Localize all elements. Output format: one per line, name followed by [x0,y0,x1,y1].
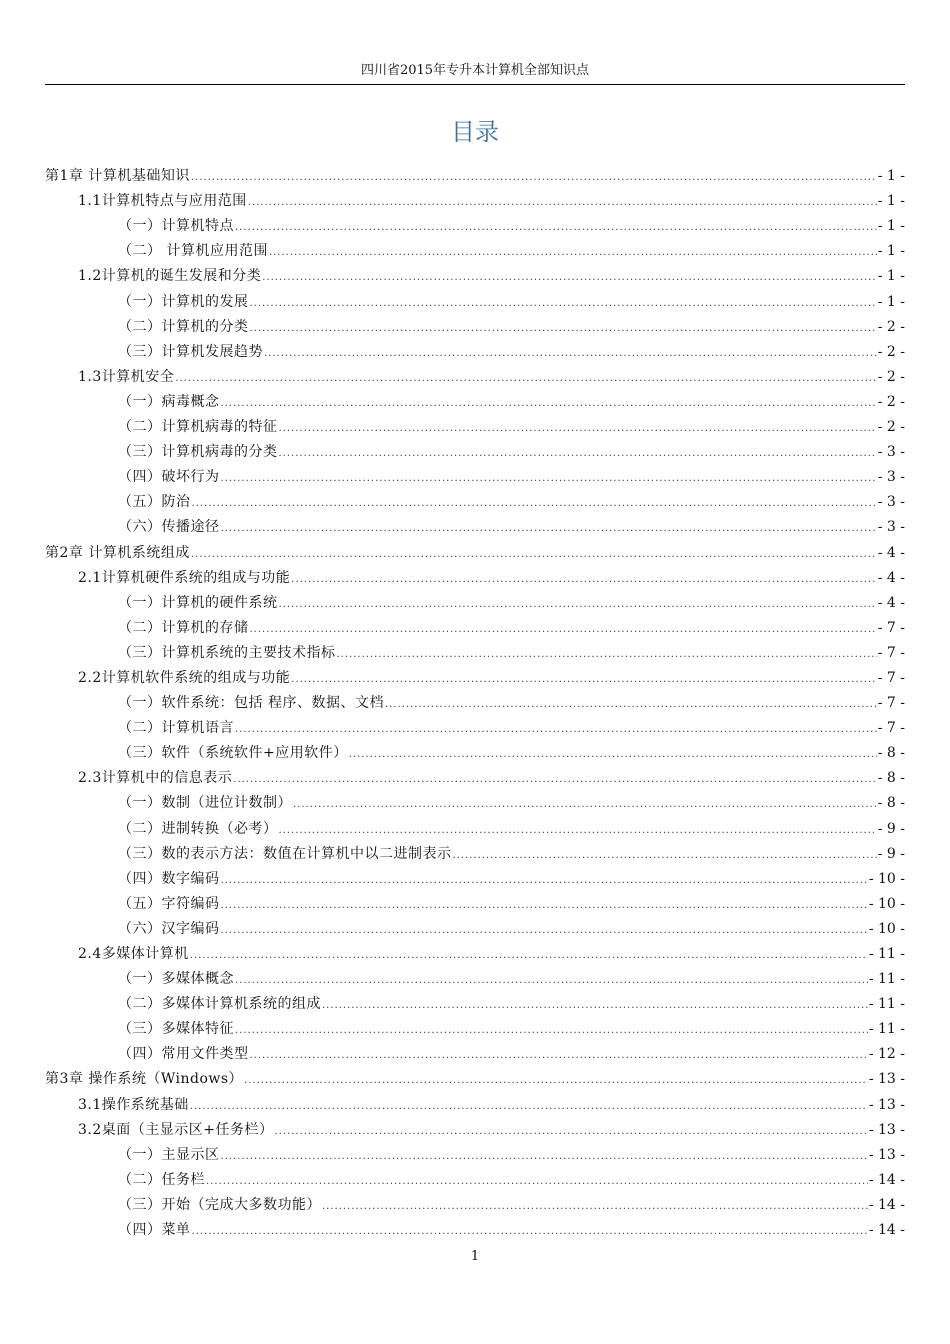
toc-entry-page: - 4 - [877,569,905,586]
toc-entry-label: （一）病毒概念 [118,393,220,410]
toc-entry[interactable] [45,963,905,988]
toc-entry-label: （五）字符编码 [118,895,220,912]
toc-entry-label: （二）进制转换（必考） [118,820,278,837]
toc-entry-page: - 11 - [868,946,905,962]
toc-entry-page: - 11 - [868,971,905,988]
toc-entry-page: - 9 - [877,845,905,862]
toc-leader-dots [250,322,877,336]
toc-entry[interactable] [45,1214,905,1239]
toc-entry-label: 第1章 计算机基础知识 [45,168,190,185]
toc-entry-page: - 1 - [877,293,905,310]
toc-entry-page: - 13 - [868,1096,905,1113]
toc-entry[interactable] [45,160,905,185]
toc-entry-label: 1.2计算机的诞生发展和分类 [78,268,262,285]
toc-entry-label: （三）多媒体特征 [118,1021,234,1038]
toc-entry-label: （三）计算机病毒的分类 [118,444,278,461]
toc-entry-label: （一）数制（进位计数制） [118,795,292,812]
toc-entry-page: - 3 - [877,519,905,536]
toc-leader-dots [269,246,877,260]
toc-entry-label: （一）主显示区 [118,1146,220,1163]
toc-leader-dots [291,573,876,587]
toc-entry-page: - 1 - [877,193,905,210]
toc-leader-dots [322,1200,868,1214]
toc-entry[interactable] [45,1189,905,1214]
toc-entry-label: （四）常用文件类型 [118,1046,249,1063]
toc-entry-label: 第2章 计算机系统组成 [45,544,190,561]
toc-entry-label: 3.2桌面（主显示区+任务栏） [78,1121,274,1138]
toc-entry-label: （二）任务栏 [118,1171,205,1188]
toc-leader-dots [233,773,876,787]
toc-entry[interactable] [45,1088,905,1113]
toc-entry-page: - 12 - [868,1046,905,1063]
toc-entry-label: （一）软件系统：包括 程序、数据、文档 [118,695,384,712]
toc-entry-page: - 2 - [877,343,905,360]
toc-entry-label: 1.1计算机特点与应用范围 [78,193,247,210]
toc-entry-page: - 8 - [877,770,905,787]
toc-leader-dots [221,1150,868,1164]
toc-entry[interactable] [45,913,905,938]
toc-entry[interactable] [45,637,905,662]
toc-leader-dots [206,1175,868,1189]
toc-leader-dots [279,824,877,838]
toc-entry[interactable] [45,285,905,310]
table-of-contents [45,160,905,1239]
toc-leader-dots [337,648,877,662]
toc-entry-page: - 3 - [877,444,905,461]
toc-entry[interactable] [45,311,905,336]
toc-entry[interactable] [45,812,905,837]
toc-entry[interactable] [45,386,905,411]
toc-leader-dots [190,949,868,963]
toc-leader-dots [190,1100,868,1114]
toc-entry-page: - 10 - [868,920,905,937]
toc-entry-page: - 13 - [868,1121,905,1138]
toc-entry-label: （一）计算机特点 [118,218,234,235]
toc-entry-label: （四）破坏行为 [118,469,220,486]
toc-entry-label: （二）计算机的存储 [118,619,249,636]
toc-entry[interactable] [45,938,905,963]
toc-entry[interactable] [45,762,905,787]
toc-leader-dots [264,347,877,361]
toc-entry-label: （二）多媒体计算机系统的组成 [118,996,321,1013]
toc-leader-dots [322,999,868,1013]
toc-entry[interactable] [45,712,905,737]
toc-entry-label: 2.2计算机软件系统的组成与功能 [78,669,291,686]
toc-entry[interactable] [45,888,905,913]
toc-entry-page: - 3 - [877,469,905,486]
toc-leader-dots [235,221,877,235]
toc-entry-page: - 7 - [877,695,905,712]
toc-entry-label: （二）计算机语言 [118,720,234,737]
toc-leader-dots [221,874,868,888]
toc-entry-page: - 14 - [868,1222,905,1239]
toc-entry[interactable] [45,361,905,386]
toc-entry-label: （二） 计算机应用范围 [118,243,268,260]
toc-entry-page: - 2 - [877,368,905,385]
toc-leader-dots [221,899,868,913]
toc-entry-page: - 8 - [877,745,905,762]
toc-leader-dots [221,472,877,486]
toc-entry-page: - 7 - [877,669,905,686]
toc-entry[interactable] [45,1114,905,1139]
toc-leader-dots [221,397,877,411]
toc-entry[interactable] [45,1139,905,1164]
toc-entry-label: （三）数的表示方法：数值在计算机中以二进制表示 [118,845,452,862]
toc-entry-label: （三）软件（系统软件+应用软件） [118,745,348,762]
toc-leader-dots [293,798,877,812]
toc-leader-dots [262,271,876,285]
toc-entry-label: （六）传播途径 [118,519,220,536]
toc-entry-label: （四）数字编码 [118,870,220,887]
toc-leader-dots [175,372,876,386]
toc-entry-page: - 10 - [868,895,905,912]
toc-entry-page: - 11 - [868,1021,905,1038]
toc-entry-label: 2.4多媒体计算机 [78,946,189,962]
toc-entry[interactable] [45,1013,905,1038]
toc-entry-page: - 4 - [877,594,905,611]
toc-leader-dots [235,1024,868,1038]
toc-leader-dots [279,422,877,436]
toc-entry[interactable] [45,687,905,712]
toc-entry-label: （四）菜单 [118,1222,191,1239]
toc-entry-page: - 2 - [877,318,905,335]
toc-leader-dots [349,748,877,762]
toc-leader-dots [250,1049,868,1063]
toc-leader-dots [453,849,877,863]
toc-entry-label: （三）计算机系统的主要技术指标 [118,644,336,661]
toc-leader-dots [250,297,877,311]
toc-entry-label: （一）计算机的发展 [118,293,249,310]
toc-entry[interactable] [45,1164,905,1189]
toc-entry-page: - 2 - [877,393,905,410]
toc-leader-dots [291,673,876,687]
toc-entry[interactable] [45,461,905,486]
toc-entry-page: - 1 - [877,168,905,185]
toc-leader-dots [385,698,877,712]
toc-entry[interactable] [45,486,905,511]
toc-entry-page: - 1 - [877,268,905,285]
page-header: 四川省2015年专升本计算机全部知识点 [45,62,905,85]
page-number: 1 [470,1249,480,1264]
toc-entry-label: 2.3计算机中的信息表示 [78,770,233,787]
toc-leader-dots [235,974,868,988]
toc-entry-page: - 11 - [868,996,905,1013]
toc-entry-label: （三）开始（完成大多数功能） [118,1196,321,1213]
toc-entry-page: - 10 - [868,870,905,887]
toc-entry[interactable] [45,863,905,888]
toc-entry[interactable] [45,562,905,587]
toc-leader-dots [191,171,877,185]
toc-entry[interactable] [45,511,905,536]
toc-entry[interactable] [45,235,905,260]
toc-entry-page: - 7 - [877,619,905,636]
toc-entry-page: - 9 - [877,820,905,837]
toc-leader-dots [221,522,877,536]
toc-leader-dots [192,497,877,511]
toc-leader-dots [221,924,868,938]
toc-entry-label: （六）汉字编码 [118,920,220,937]
toc-entry-label: 1.3计算机安全 [78,368,175,385]
toc-entry[interactable] [45,587,905,612]
toc-entry-page: - 8 - [877,795,905,812]
toc-entry[interactable] [45,737,905,762]
toc-entry[interactable] [45,536,905,561]
toc-entry[interactable] [45,1038,905,1063]
toc-entry[interactable] [45,336,905,361]
toc-entry-page: - 13 - [868,1071,905,1088]
toc-entry[interactable] [45,436,905,461]
toc-leader-dots [192,1225,868,1239]
toc-leader-dots [279,598,877,612]
toc-leader-dots [191,548,877,562]
toc-entry-label: （三）计算机发展趋势 [118,343,263,360]
toc-leader-dots [279,447,877,461]
toc-entry[interactable] [45,185,905,210]
toc-entry[interactable] [45,988,905,1013]
toc-entry[interactable] [45,260,905,285]
toc-entry-label: （二）计算机的分类 [118,318,249,335]
toc-leader-dots [250,623,877,637]
toc-entry[interactable] [45,662,905,687]
toc-entry-label: （二）计算机病毒的特征 [118,419,278,436]
toc-entry-page: - 4 - [877,544,905,561]
toc-leader-dots [248,196,877,210]
toc-entry-page: - 1 - [877,243,905,260]
toc-leader-dots [275,1125,868,1139]
toc-leader-dots [235,723,877,737]
toc-entry[interactable] [45,210,905,235]
toc-entry-page: - 14 - [868,1196,905,1213]
toc-entry-page: - 2 - [877,419,905,436]
toc-entry-label: （五）防治 [118,494,191,511]
toc-entry-page: - 13 - [868,1146,905,1163]
toc-entry[interactable] [45,1063,905,1088]
toc-entry-page: - 7 - [877,644,905,661]
toc-entry-label: （一）计算机的硬件系统 [118,594,278,611]
toc-entry-page: - 7 - [877,720,905,737]
toc-entry[interactable] [45,612,905,637]
toc-entry-page: - 3 - [877,494,905,511]
toc-entry-page: - 14 - [868,1171,905,1188]
toc-entry-page: - 1 - [877,218,905,235]
toc-entry-label: 3.1操作系统基础 [78,1096,189,1113]
toc-entry[interactable] [45,787,905,812]
toc-entry[interactable] [45,838,905,863]
toc-entry[interactable] [45,411,905,436]
toc-entry-label: 第3章 操作系统（Windows） [45,1071,244,1088]
toc-leader-dots [244,1074,868,1088]
toc-entry-label: （一）多媒体概念 [118,971,234,988]
toc-title: 目录 [451,118,499,146]
toc-entry-label: 2.1计算机硬件系统的组成与功能 [78,569,291,586]
